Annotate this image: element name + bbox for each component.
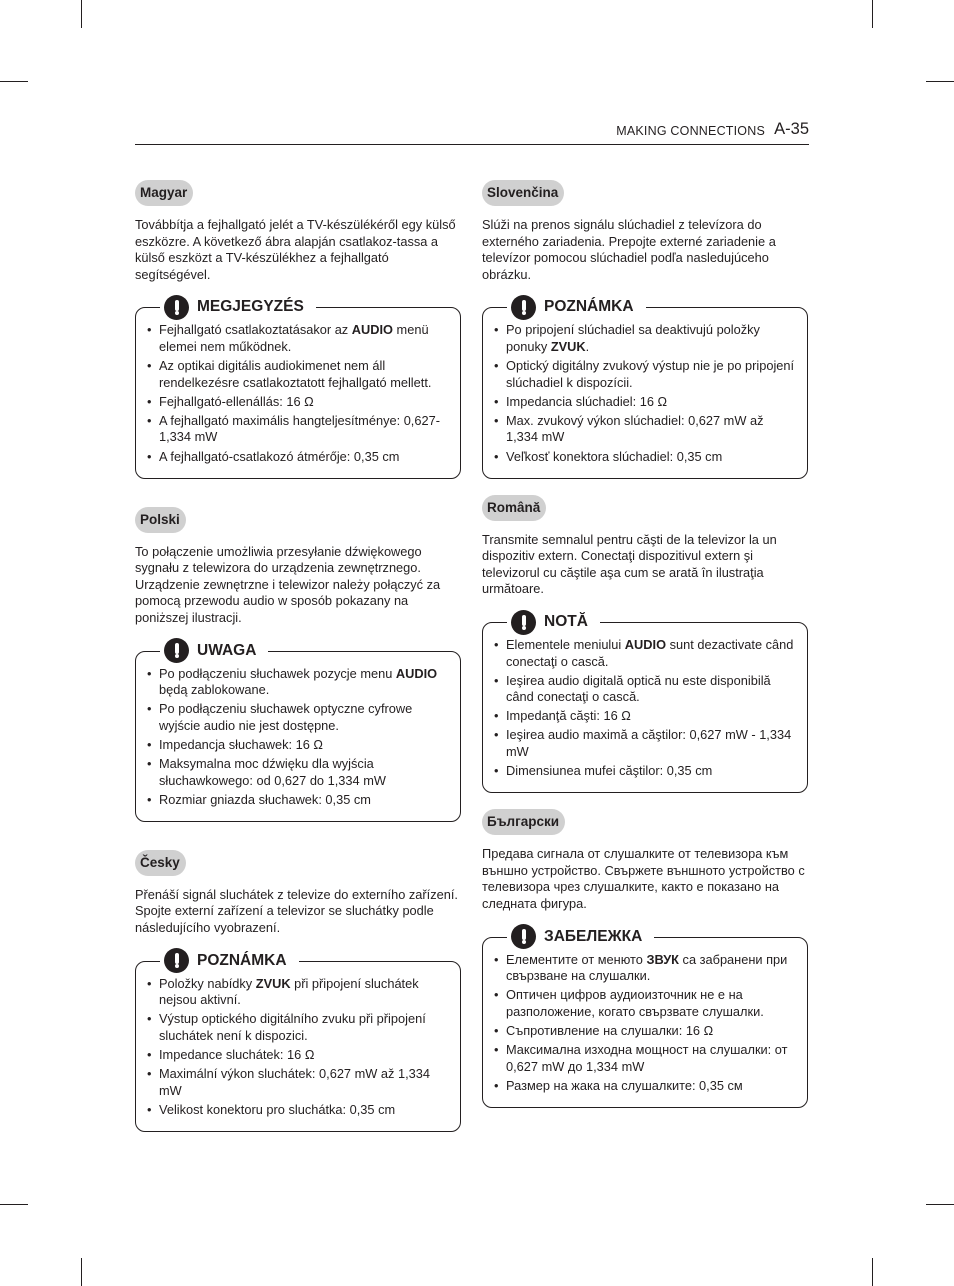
section-body: To połączenie umożliwia przesyłanie dźwiękowego sygnału z telewizora do urządzenia zewnętrznego. Urządzenie zewnętrzne i telewizor należy połączyć za pomocą przewodu audio w sposób pokazany na poniższej ilustracji.: [135, 543, 441, 625]
section-body: Slúži na prenos signálu slúchadiel z televízora do externého zariadenia. Prepojte externé zariadenie a televízor pomocou slúchadiel podľa nasledujúceho obrázku.: [482, 217, 776, 282]
crop-mark: [81, 1258, 82, 1286]
note-item: • A fejhallgató-csatlakozó átmérője: 0,35 cm: [147, 449, 448, 466]
language-label: Slovenčina: [482, 180, 564, 206]
note-item: • Po pripojení slúchadiel sa deaktivujú položky ponuky ZVUK.: [494, 322, 795, 355]
note-item: • Ieşirea audio maximă a căştilor: 0,627 mW - 1,334 mW: [494, 727, 795, 760]
crop-mark: [0, 81, 28, 82]
crop-mark: [872, 1258, 873, 1286]
note-item: • Maksymalna moc dźwięku dla wyjścia słuchawkowego: od 0,627 do 1,334 mW: [147, 756, 448, 789]
note-item: • Rozmiar gniazda słuchawek: 0,35 cm: [147, 792, 448, 809]
note-box: [135, 298, 461, 478]
note-box: [135, 951, 461, 1132]
note-item: • Impedance sluchátek: 16 Ω: [147, 1047, 448, 1064]
note-header: [507, 923, 654, 951]
note-header: [160, 293, 316, 321]
section-body: Предава сигнала от слушалките от телевизора към външно устройство. Свържете външното устройство с телевизора чрез слушалките, както е показано на следната фигура.: [482, 846, 805, 912]
menu-name: ZVUK: [255, 975, 291, 991]
note-item: • Impedancja słuchawek: 16 Ω: [147, 737, 448, 754]
note-title: MEGJEGYZÉS: [197, 298, 304, 316]
note-list: [494, 322, 795, 465]
section-pl: [135, 507, 461, 822]
section-body: Přenáší signál sluchátek z televize do externího zařízení. Spojte externí zařízení a televizor se sluchátky podle následujícího vyobrazení.: [135, 886, 458, 936]
note-box: [482, 613, 808, 793]
language-label: Magyar: [135, 180, 193, 206]
note-item: • Maximální výkon sluchátek: 0,627 mW až 1,334 mW: [147, 1066, 448, 1099]
menu-name: AUDIO: [624, 637, 667, 652]
section-bg: [482, 809, 808, 1108]
note-item: • Fejhallgató-ellenállás: 16 Ω: [147, 394, 448, 411]
menu-name: AUDIO: [351, 322, 393, 338]
note-item: • Елементите от менюто ЗВУК са забранени при свързване на слушалки.: [494, 952, 795, 985]
note-header: [160, 637, 268, 665]
section-ro: [482, 495, 808, 794]
crop-mark: [0, 1204, 28, 1205]
section-cs: [135, 850, 461, 1132]
note-item: • Оптичен цифров аудиоизточник не е на разположение, когато свързвате слушалки.: [494, 987, 795, 1020]
note-item: • Veľkosť konektora slúchadiel: 0,35 cm: [494, 449, 795, 466]
note-item: • Výstup optického digitálního zvuku při připojení sluchátek není k dispozici.: [147, 1011, 448, 1044]
note-list: [494, 637, 795, 780]
section-body: Transmite semnalul pentru căşti de la televizor la un dispozitiv extern. Conectaţi dispozitivul extern şi televizorul cu căştile aşa cum se arată în ilustraţia următoare.: [482, 531, 777, 597]
note-title: POZNÁMKA: [544, 298, 634, 316]
note-list: [147, 976, 448, 1119]
note-item: • Съпротивление на слушалки: 16 Ω: [494, 1023, 795, 1040]
menu-name: AUDIO: [395, 665, 438, 681]
warning-icon: [164, 638, 189, 663]
crop-mark: [926, 81, 954, 82]
note-title: POZNÁMKA: [197, 951, 287, 969]
note-item: • Impedanţă căşti: 16 Ω: [494, 708, 795, 725]
warning-icon: [164, 295, 189, 320]
language-label: Български: [482, 809, 565, 835]
note-item: • Ieşirea audio digitală optică nu este disponibilă când conectaţi o cască.: [494, 673, 795, 706]
note-title: ЗАБЕЛЕЖКА: [544, 927, 643, 945]
section-hu: [135, 180, 461, 479]
note-header: [507, 608, 600, 636]
section-body: Továbbítja a fejhallgató jelét a TV-készülékéről egy külső eszközre. A következő ábra alapján csatlakoz-tassa a külső eszközt a TV-készülékhez a fejhallgató segítségével.: [135, 217, 456, 282]
note-header: [160, 947, 299, 975]
page-header: [135, 120, 809, 145]
note-title: UWAGA: [197, 641, 257, 659]
section-title: MAKING CONNECTIONS: [616, 124, 765, 138]
crop-mark: [926, 1204, 954, 1205]
note-item: • Impedancia slúchadiel: 16 Ω: [494, 394, 795, 411]
note-item: • Dimensiunea mufei căştilor: 0,35 cm: [494, 763, 795, 780]
note-item: • Fejhallgató csatlakoztatásakor az AUDIO menü elemei nem működnek.: [147, 322, 448, 355]
note-item: • Max. zvukový výkon slúchadiel: 0,627 mW až 1,334 mW: [494, 413, 795, 446]
note-item: • A fejhallgató maximális hangteljesítménye: 0,627-1,334 mW: [147, 413, 448, 446]
left-column: [135, 180, 461, 1132]
warning-icon: [511, 610, 536, 635]
warning-icon: [164, 948, 189, 973]
note-item: • Az optikai digitális audiokimenet nem áll rendelkezésre csatlakoztatott fejhallgató mellett.: [147, 358, 448, 391]
warning-icon: [511, 924, 536, 949]
note-box: [482, 298, 808, 478]
language-label: Česky: [135, 850, 186, 876]
note-box: [482, 927, 808, 1108]
note-list: [147, 666, 448, 809]
page-number: A-35: [774, 120, 809, 138]
note-box: [135, 641, 461, 822]
note-item: • Optický digitálny zvukový výstup nie je po pripojení slúchadiel k dispozícii.: [494, 358, 795, 391]
note-item: • Максимална изходна мощност на слушалки: от 0,627 mW до 1,334 mW: [494, 1042, 795, 1075]
note-item: • Po podłączeniu słuchawek pozycje menu AUDIO będą zablokowane.: [147, 666, 448, 699]
note-item: • Položky nabídky ZVUK při připojení sluchátek nejsou aktivní.: [147, 976, 448, 1009]
note-item: • Elementele meniului AUDIO sunt dezactivate când conectaţi o cască.: [494, 637, 795, 670]
note-header: [507, 293, 646, 321]
crop-mark: [872, 0, 873, 28]
right-column: [482, 180, 808, 1108]
note-title: NOTĂ: [544, 613, 588, 630]
crop-mark: [81, 0, 82, 28]
note-list: [147, 322, 448, 465]
language-label: Română: [482, 495, 546, 521]
section-sk: [482, 180, 808, 479]
note-item: • Velikost konektoru pro sluchátka: 0,35 cm: [147, 1102, 448, 1119]
warning-icon: [511, 295, 536, 320]
note-item: • Размер на жака на слушалките: 0,35 см: [494, 1078, 795, 1095]
language-label: Polski: [135, 507, 186, 533]
menu-name: ЗВУК: [646, 951, 679, 967]
note-item: • Po podłączeniu słuchawek optyczne cyfrowe wyjście audio nie jest dostępne.: [147, 701, 448, 734]
menu-name: ZVUK: [550, 338, 586, 354]
note-list: [494, 952, 795, 1095]
